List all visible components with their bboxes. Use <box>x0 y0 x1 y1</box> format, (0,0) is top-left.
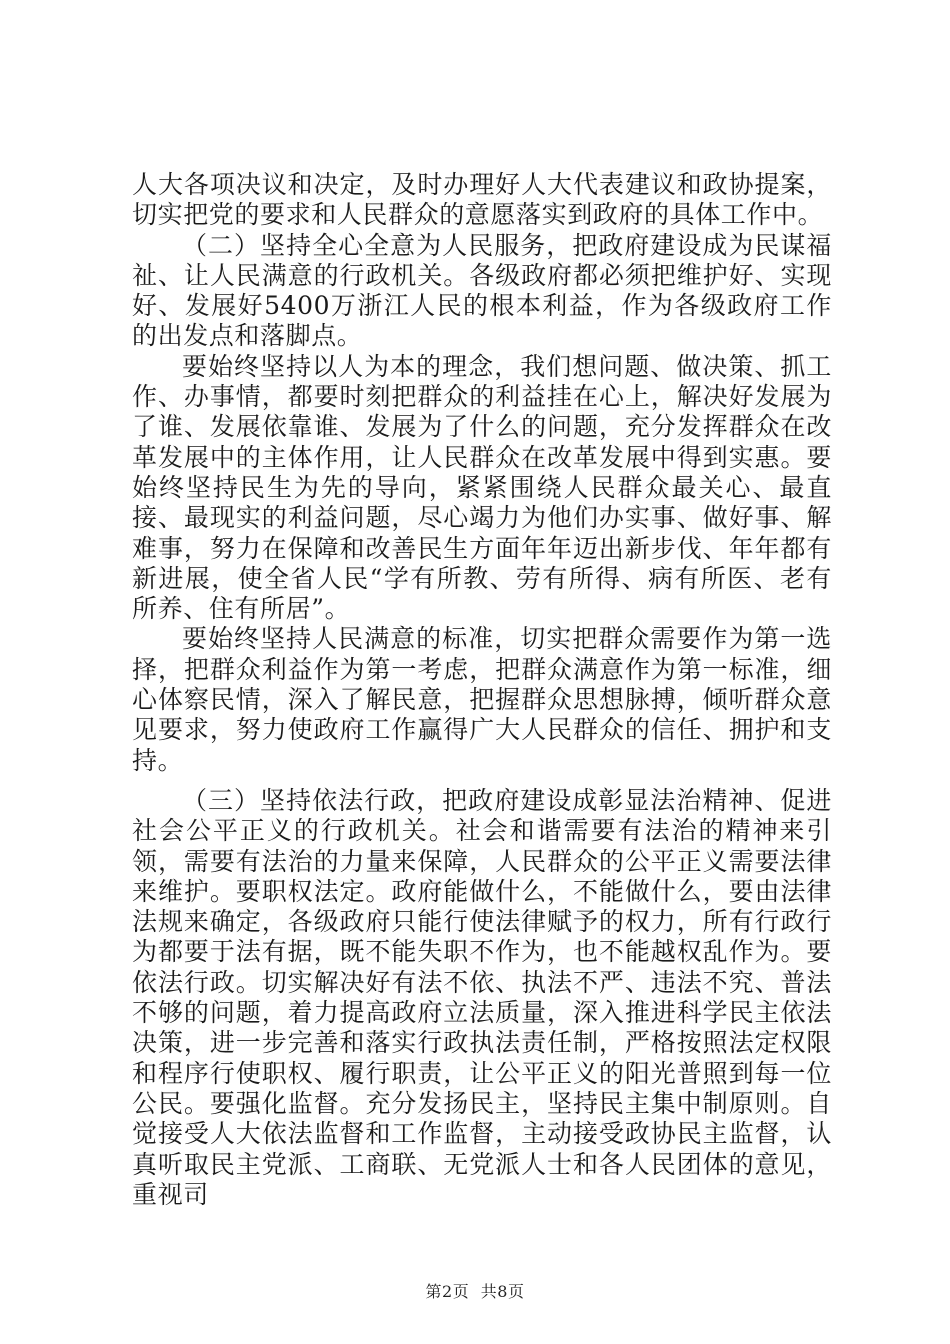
page-number: 第2页 <box>425 1282 470 1301</box>
paragraph-continuation: 人大各项决议和决定，及时办理好人大代表建议和政协提案，切实把党的要求和人民群众的意愿落实到政府的具体工作中。 <box>132 170 832 230</box>
document-body <box>132 170 832 1210</box>
page-footer <box>0 1282 950 1302</box>
page-total: 共8页 <box>480 1282 525 1301</box>
paragraph-people-satisfaction: 要始终坚持人民满意的标准，切实把群众需要作为第一选择，把群众利益作为第一考虑，把群众满意作为第一标准，细心体察民情，深入了解民意，把握群众思想脉搏，倾听群众意见要求，努力使政府工作赢得广大人民群众的信任、拥护和支持。 <box>132 624 832 775</box>
paragraph-section-two: （二）坚持全心全意为人民服务，把政府建设成为民谋福祉、让人民满意的行政机关。各级政府都必须把维护好、实现好、发展好5400万浙江人民的根本利益，作为各级政府工作的出发点和落脚点。 <box>132 230 832 351</box>
paragraph-section-three: （三）坚持依法行政，把政府建设成彰显法治精神、促进社会公平正义的行政机关。社会和谐需要有法治的精神来引领，需要有法治的力量来保障，人民群众的公平正义需要法律来维护。要职权法定。政府能做什么，不能做什么，要由法律法规来确定，各级政府只能行使法律赋予的权力，所有行政行为都要于法有据，既不能失职不作为，也不能越权乱作为。要依法行政。切实解决好有法不依、执法不严、违法不究、普法不够的问题，着力提高政府立法质量，深入推进科学民主依法决策，进一步完善和落实行政执法责任制，严格按照法定权限和程序行使职权、履行职责，让公平正义的阳光普照到每一位公民。要强化监督。充分发扬民主，坚持民主集中制原则。自觉接受人大依法监督和工作监督，主动接受政协民主监督，认真听取民主党派、工商联、无党派人士和各人民团体的意见，重视司 <box>132 785 832 1209</box>
paragraph-people-oriented: 要始终坚持以人为本的理念，我们想问题、做决策、抓工作、办事情，都要时刻把群众的利益挂在心上，解决好发展为了谁、发展依靠谁、发展为了什么的问题，充分发挥群众在改革发展中的主体作用，让人民群众在改革发展中得到实惠。要始终坚持民生为先的导向，紧紧围绕人民群众最关心、最直接、最现实的利益问题，尽心竭力为他们办实事、做好事、解难事，努力在保障和改善民生方面年年迈出新步伐、年年都有新进展，使全省人民“学有所教、劳有所得、病有所医、老有所养、住有所居”。 <box>132 351 832 624</box>
